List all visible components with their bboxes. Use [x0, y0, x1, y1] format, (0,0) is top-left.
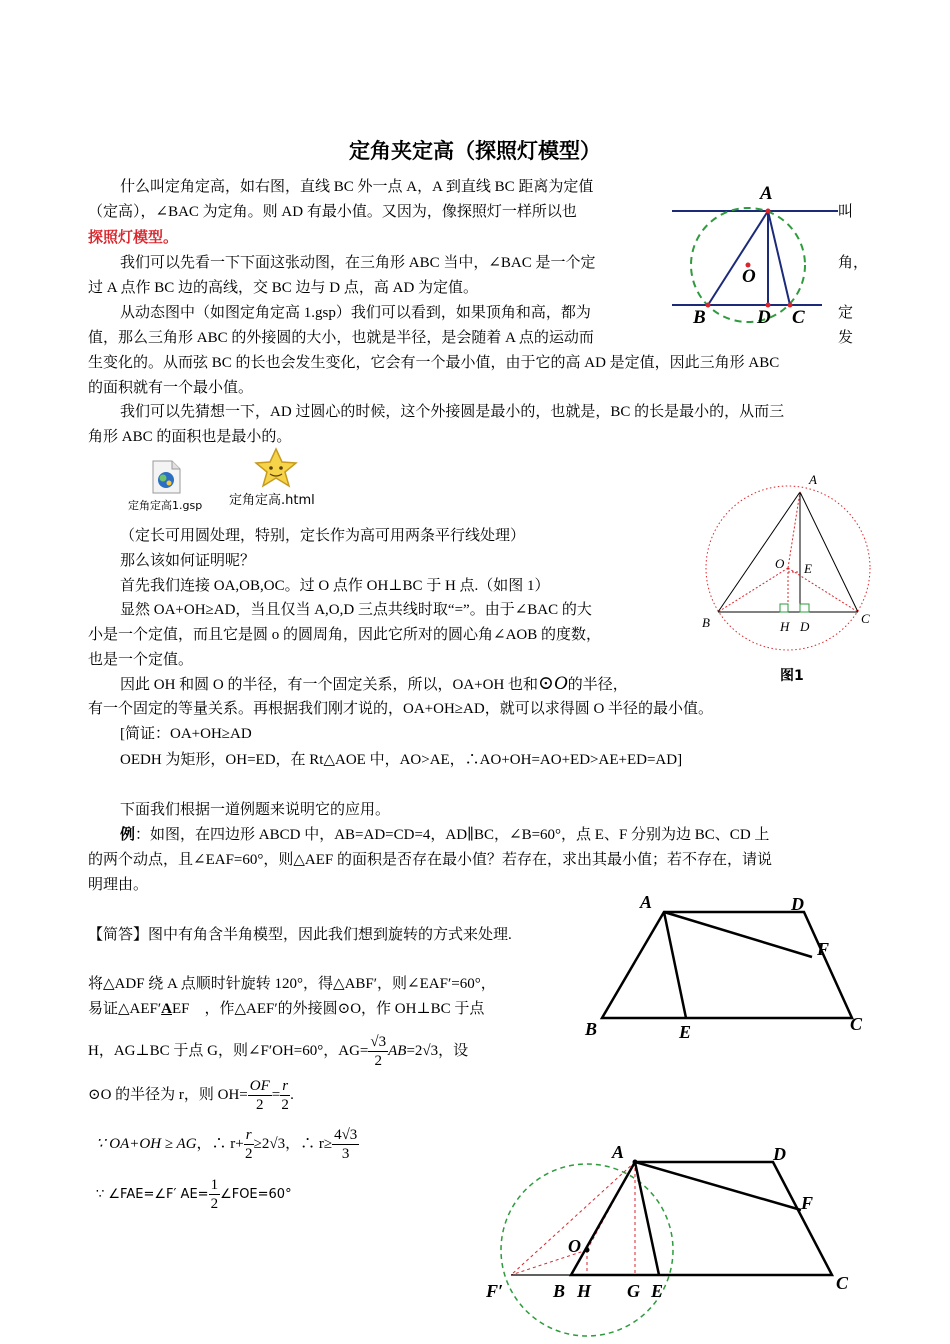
- highlight-term: 探照灯模型。: [88, 230, 179, 246]
- fig-rot-label-b: B: [553, 1281, 566, 1301]
- note-1: （定长可用圆处理，特别，定长作为高可用两条平行线处理）: [120, 528, 526, 544]
- fig-rot-label-a: A: [612, 1142, 625, 1162]
- fig-rot-label-g: G: [627, 1281, 640, 1301]
- para2-line1-end: 角，: [838, 255, 869, 271]
- para3-line4: 的面积就有一个最小值。: [88, 380, 254, 396]
- fig-rot-label-f: F: [801, 1193, 814, 1213]
- gsp-file-icon[interactable]: [150, 459, 182, 495]
- note-10: OEDH 为矩形，OH=ED，在 Rt△AOE 中，AO>AE，∴AO+OH=AO+ED>AE+ED=AD]: [120, 752, 683, 768]
- fig-top-label-c: C: [792, 307, 805, 328]
- fig-quad-diagram: [600, 905, 860, 1025]
- answer-head: 【简答】图中有角含半角模型，因此我们想到旋转的方式来处理.: [88, 927, 512, 943]
- fig1-label-b: B: [702, 615, 710, 630]
- fig-rot-label-fprime: F′: [486, 1281, 504, 1301]
- fig-quad-label-b: B: [585, 1019, 598, 1039]
- fig1-label-h: H: [780, 619, 790, 634]
- para2-line1: 我们可以先看一下下面这张动图，在三角形 ABC 当中，∠BAC 是一个定: [120, 255, 596, 271]
- note-8: 有一个固定的等量关系。再根据我们刚才说的，OA+OH≥AD，就可以求得圆 O 半径的最小值。: [88, 701, 714, 717]
- para1-line1: 什么叫定角定高，如右图，直线 BC 外一点 A，A 到直线 BC 距离为定值: [120, 179, 594, 195]
- fig-quad-label-c: C: [850, 1014, 863, 1034]
- para4-line1: 我们可以先猜想一下，AD 过圆心的时候，这个外接圆是最小的，也就是，BC 的长是最小的，从而三: [120, 404, 785, 420]
- fig-rot-label-c: C: [836, 1273, 849, 1293]
- para3-line2: 值，那么三角形 ABC 的外接圆的大小，也就是半径，是会随着 A 点的运动而: [88, 330, 594, 346]
- para3-line2-end: 发: [838, 330, 854, 346]
- answer-line3: H，AG⊥BC 于点 G，则∠F′OH=60°，AG= $\frac{√3}{2}$ AB=2√3，设: [88, 1034, 469, 1070]
- fig-top-label-a: A: [760, 183, 773, 204]
- fig1-label-a: A: [809, 472, 817, 487]
- example-line2: 的两个动点，且∠EAF=60°，则△AEF 的面积是否存在最小值？若存在，求出其最小值；若不存在，请说: [88, 852, 772, 868]
- fig-quad-label-e: E: [679, 1022, 692, 1042]
- para1-line2: （定高），∠BAC 为定角。则 AD 有最小值。又因为，像探照灯一样所以也: [88, 204, 577, 220]
- fig1-label-c: C: [861, 611, 870, 626]
- fig-rot-label-h: H: [577, 1281, 592, 1301]
- para2-line2: 过 A 点作 BC 边的高线，交 BC 边与 D 点，高 AD 为定值。: [88, 280, 479, 296]
- example-line3: 明理由。: [88, 877, 149, 893]
- note-7: 因此 OH 和圆 O 的半径，有一个固定关系，所以，OA+OH 也和⊙O的半径，: [120, 673, 628, 694]
- fig-rot-diagram: [495, 1140, 840, 1280]
- fig-top-label-d: D: [757, 307, 771, 328]
- fig1-label-e: E: [804, 561, 812, 576]
- fig-rot-label-e: E: [651, 1281, 664, 1301]
- fig-quad-label-f: F: [817, 939, 830, 959]
- fig1-diagram: [700, 480, 880, 650]
- answer-line1: 将△ADF 绕 A 点顺时针旋转 120°，得△ABF′，则∠EAF′=60°，: [88, 976, 496, 992]
- note-9: [简证：OA+OH≥AD: [120, 726, 252, 742]
- answer-line4: ⊙O 的半径为 r，则 OH= $\frac{OF}{2}$ = $\frac{r}{2}$ .: [88, 1078, 294, 1114]
- gsp-file-label[interactable]: 定角定高1.gsp: [128, 499, 203, 512]
- fig-rot-label-d: D: [773, 1144, 786, 1164]
- fig-quad-label-d: D: [791, 894, 804, 914]
- answer-line6: ∵ ∠FAE=∠F′ AE= $\frac{1}{2}$ ∠FOE=60°: [96, 1177, 292, 1213]
- para4-line2: 角形 ABC 的面积也是最小的。: [88, 429, 292, 445]
- example-intro: 下面我们根据一道例题来说明它的应用。: [120, 802, 391, 818]
- note-2: 那么该如何证明呢？: [120, 553, 256, 569]
- note-5: 小是一个定值，而且它是圆 o 的圆周角，因此它所对的圆心角∠AOB 的度数，: [88, 627, 601, 643]
- fig-top-label-b: B: [693, 307, 706, 328]
- answer-line2: 易证△AEF′AEF ，作△AEF′的外接圆⊙O，作 OH⊥BC 于点: [88, 1001, 485, 1017]
- fig1-caption: 图1: [780, 668, 804, 684]
- fig1-label-o: O: [775, 556, 785, 571]
- fig-rot-label-o: O: [568, 1236, 581, 1256]
- para3-line1-end: 定: [838, 305, 854, 321]
- para1-line1-end: 叫: [838, 204, 854, 220]
- html-file-label[interactable]: 定角定高.html: [229, 493, 315, 508]
- para3-line3: 生变化的。从而弦 BC 的长也会发生变化，它会有一个最小值，由于它的高 AD 是定值，因此三角形 ABC: [88, 355, 780, 371]
- example-line1: 例：如图，在四边形 ABCD 中，AB=AD=CD=4，AD∥BC，∠B=60°，点 E、F 分别为边 BC、CD 上: [120, 827, 770, 843]
- fig-quad-label-a: A: [640, 892, 653, 912]
- note-4: 显然 OA+OH≥AD，当且仅当 A,O,D 三点共线时取“=”。由于∠BAC 的大: [120, 602, 592, 618]
- fig-top-label-o: O: [742, 266, 756, 287]
- answer-line5: ∵ OA+OH ≥ AG，∴ r+ $\frac{r}{2}$ ≥2√3，∴ r≥ $\frac{4√3}{3}$: [96, 1127, 358, 1163]
- html-star-icon[interactable]: [254, 447, 298, 489]
- para3-line1: 从动态图中（如图定角定高 1.gsp）我们可以看到，如果顶角和高，都为: [120, 305, 591, 321]
- note-3: 首先我们连接 OA,OB,OC。过 O 点作 OH⊥BC 于 H 点.（如图 1）: [120, 578, 550, 594]
- page-title: 定角夹定高（探照灯模型）: [349, 139, 601, 163]
- note-6: 也是一个定值。: [88, 652, 194, 668]
- fig1-label-d: D: [800, 619, 810, 634]
